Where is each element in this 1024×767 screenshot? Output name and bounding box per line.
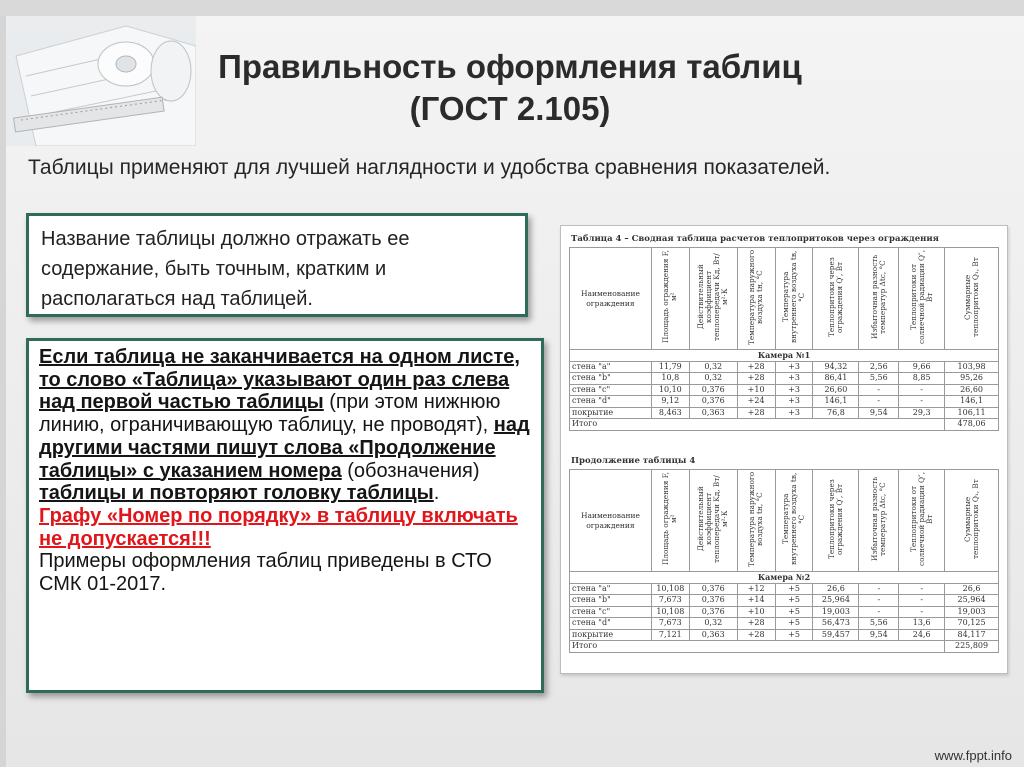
table-cell: 26,6 <box>813 583 859 595</box>
rule-part-1-bold: Если таблица не заканчивается на одном листе, то слово «Таблица» указывают один раз слева над первой частью таблицы <box>39 346 520 414</box>
total-value: 225,809 <box>945 641 999 653</box>
table-cell: 146,1 <box>945 396 999 408</box>
table-cell: стена "а" <box>570 583 652 595</box>
table-cell: 56,473 <box>813 618 859 630</box>
rule-part-2-normal: (обозначения) <box>341 459 480 482</box>
table-cell: 0,32 <box>689 373 737 385</box>
table-row <box>570 396 999 408</box>
lead-text: Таблицы применяют для лучшей наглядности и удобства сравнения показателей. <box>28 156 831 179</box>
table-cell: 26,60 <box>813 384 859 396</box>
table-cell: +3 <box>775 407 813 419</box>
table-cell: +5 <box>775 618 813 630</box>
blueprint-image <box>6 16 196 146</box>
table-cell: стена "c" <box>570 384 652 396</box>
table-cell: - <box>899 583 945 595</box>
header-row <box>570 470 999 572</box>
table-row <box>570 595 999 607</box>
continuation-caption: Продолжение таблицы 4 <box>571 456 696 466</box>
table-cell: стена "d" <box>570 396 652 408</box>
table-cell: 59,457 <box>813 629 859 641</box>
table-cell: 2,56 <box>859 361 899 373</box>
table-cell: - <box>899 595 945 607</box>
title-line-1: Правильность оформления таблиц <box>218 48 802 85</box>
example-tables <box>560 225 1008 674</box>
table-cell: стена "d" <box>570 618 652 630</box>
total-row <box>570 419 999 431</box>
table-cell: 103,98 <box>945 361 999 373</box>
table-cell: +28 <box>737 618 775 630</box>
table-cell: +5 <box>775 583 813 595</box>
table-cell: стена "b" <box>570 373 652 385</box>
table-cell: 0,32 <box>689 361 737 373</box>
rule-part-2-bold: над другими частями пишут слова «Продолжение таблицы» с указанием номера <box>39 414 530 482</box>
header-cell: Теплопритоки через ограждения Q′, Вт <box>813 470 859 572</box>
table-cell: 8,85 <box>899 373 945 385</box>
header-cell: Действительный коэффициент теплопередачи Kд, Вт/м²·К <box>689 470 737 572</box>
table-cell: +28 <box>737 361 775 373</box>
rule-part-1-normal: (при этом нижнюю линию, ограничивающую таблицу, не проводят), <box>39 391 501 437</box>
table-cell: +28 <box>737 373 775 385</box>
header-row <box>570 248 999 350</box>
table-cell: 19,003 <box>945 606 999 618</box>
table-cell: 76,8 <box>813 407 859 419</box>
table-cell: +3 <box>775 361 813 373</box>
table-row <box>570 629 999 641</box>
total-label: Итого <box>570 419 945 431</box>
table-cell: - <box>859 396 899 408</box>
table-cell: 19,003 <box>813 606 859 618</box>
header-cell: Наименование ограждения <box>570 470 652 572</box>
table-name-rule-box <box>26 213 528 317</box>
table-cell: 10,108 <box>651 606 689 618</box>
header-cell: Теплопритоки через ограждения Q′, Вт <box>813 248 859 350</box>
table-row <box>570 583 999 595</box>
table-row <box>570 384 999 396</box>
table-row <box>570 361 999 373</box>
header-cell: Избыточная разность температур Δtс, °С <box>859 470 899 572</box>
table-cell: +5 <box>775 629 813 641</box>
table-cell: 0,376 <box>689 606 737 618</box>
table-cell: +10 <box>737 384 775 396</box>
table-cell: 84,117 <box>945 629 999 641</box>
rule-part-3-end: . <box>433 482 440 505</box>
table-cell: - <box>899 606 945 618</box>
table-cell: +3 <box>775 373 813 385</box>
table-cell: - <box>859 595 899 607</box>
table-cell: 7,673 <box>651 618 689 630</box>
table-cell: 0,363 <box>689 629 737 641</box>
table-cell: 29,3 <box>899 407 945 419</box>
header-cell: Теплопритоки от солнечной радиации Q″, Вт <box>899 470 945 572</box>
table-row <box>570 618 999 630</box>
table-cell: 9,54 <box>859 407 899 419</box>
table-cell: - <box>859 583 899 595</box>
table-cell: 0,376 <box>689 583 737 595</box>
warning-text: Графу «Номер по порядку» в таблицу включать не допускается!!! <box>39 504 518 550</box>
table-cell: 0,376 <box>689 595 737 607</box>
header-cell: Температура наружного воздуха tн, °С <box>737 248 775 350</box>
table-cell: 86,41 <box>813 373 859 385</box>
header-cell: Теплопритоки от солнечной радиации Q″, Вт <box>899 248 945 350</box>
table-cell: 9,12 <box>651 396 689 408</box>
table-cell: - <box>899 384 945 396</box>
continuation-table <box>569 469 999 653</box>
header-cell: Суммарные теплопритоки Q₁, Вт <box>945 248 999 350</box>
table-cell: 24,6 <box>899 629 945 641</box>
table-cell: 0,376 <box>689 384 737 396</box>
table-cell: 5,56 <box>859 373 899 385</box>
table-cell: 10,8 <box>651 373 689 385</box>
header-cell: Действительный коэффициент теплопередачи Kд, Вт/м²·К <box>689 248 737 350</box>
table-row <box>570 407 999 419</box>
table-cell: 10,10 <box>651 384 689 396</box>
examples-note: Примеры оформления таблиц приведены в СТО СМК 01-2017. <box>39 550 492 596</box>
header-cell: Площадь ограждения F, м² <box>651 248 689 350</box>
table-cell: +24 <box>737 396 775 408</box>
table-cell: - <box>899 396 945 408</box>
total-value: 478,06 <box>945 419 999 431</box>
summary-table <box>569 247 999 431</box>
page-title <box>200 46 820 130</box>
table-cell: 8,463 <box>651 407 689 419</box>
header-cell: Площадь ограждения F, м² <box>651 470 689 572</box>
header-cell: Температура внутреннего воздуха tв, °С <box>775 470 813 572</box>
table-cell: 26,60 <box>945 384 999 396</box>
table-cell: 70,125 <box>945 618 999 630</box>
table-cell: 0,363 <box>689 407 737 419</box>
total-row <box>570 641 999 653</box>
table-cell: 7,673 <box>651 595 689 607</box>
multipage-rule-box <box>26 338 544 693</box>
table-row <box>570 373 999 385</box>
header-cell: Суммарные теплопритоки Q₁, Вт <box>945 470 999 572</box>
header-cell: Наименование ограждения <box>570 248 652 350</box>
header-cell: Избыточная разность температур Δtс, °С <box>859 248 899 350</box>
table-cell: - <box>859 384 899 396</box>
header-cell: Температура наружного воздуха tн, °С <box>737 470 775 572</box>
table-cell: стена "b" <box>570 595 652 607</box>
footer-url: www.fppt.info <box>934 748 1012 763</box>
table-cell: +3 <box>775 384 813 396</box>
table-cell: +14 <box>737 595 775 607</box>
table-cell: +28 <box>737 629 775 641</box>
table-cell: 7,121 <box>651 629 689 641</box>
table-cell: +28 <box>737 407 775 419</box>
table-cell: 11,79 <box>651 361 689 373</box>
table-cell: покрытие <box>570 629 652 641</box>
top-bar <box>0 0 1024 16</box>
table-cell: 13,6 <box>899 618 945 630</box>
table-cell: +5 <box>775 595 813 607</box>
table-cell: стена "а" <box>570 361 652 373</box>
table-cell: 106,11 <box>945 407 999 419</box>
table-cell: 5,56 <box>859 618 899 630</box>
table-cell: +5 <box>775 606 813 618</box>
table-cell: стена "c" <box>570 606 652 618</box>
table-cell: 25,964 <box>813 595 859 607</box>
table-cell: 0,32 <box>689 618 737 630</box>
table-cell: 95,26 <box>945 373 999 385</box>
table-cell: 9,54 <box>859 629 899 641</box>
camera-row: Камера №2 <box>570 572 999 584</box>
title-line-2: (ГОСТ 2.105) <box>409 90 611 127</box>
rule-part-3-bold: таблицы и повторяют головку таблицы <box>39 482 434 505</box>
table-cell: +12 <box>737 583 775 595</box>
table-cell: 0,376 <box>689 396 737 408</box>
table-cell: 146,1 <box>813 396 859 408</box>
table-name-rule-text: Название таблицы должно отражать ее содержание, быть точным, кратким и располагаться над таблицей. <box>41 228 410 310</box>
table-cell: +10 <box>737 606 775 618</box>
table-caption: Таблица 4 – Сводная таблица расчетов теплопритоков через ограждения <box>571 234 939 244</box>
table-cell: - <box>859 606 899 618</box>
table-cell: +3 <box>775 396 813 408</box>
camera-row: Камера №1 <box>570 350 999 362</box>
table-cell: 94,32 <box>813 361 859 373</box>
table-cell: покрытие <box>570 407 652 419</box>
header-cell: Температура внутреннего воздуха tв, °С <box>775 248 813 350</box>
table-cell: 9,66 <box>899 361 945 373</box>
total-label: Итого <box>570 641 945 653</box>
table-cell: 26,6 <box>945 583 999 595</box>
table-cell: 10,108 <box>651 583 689 595</box>
table-cell: 25,964 <box>945 595 999 607</box>
table-row <box>570 606 999 618</box>
